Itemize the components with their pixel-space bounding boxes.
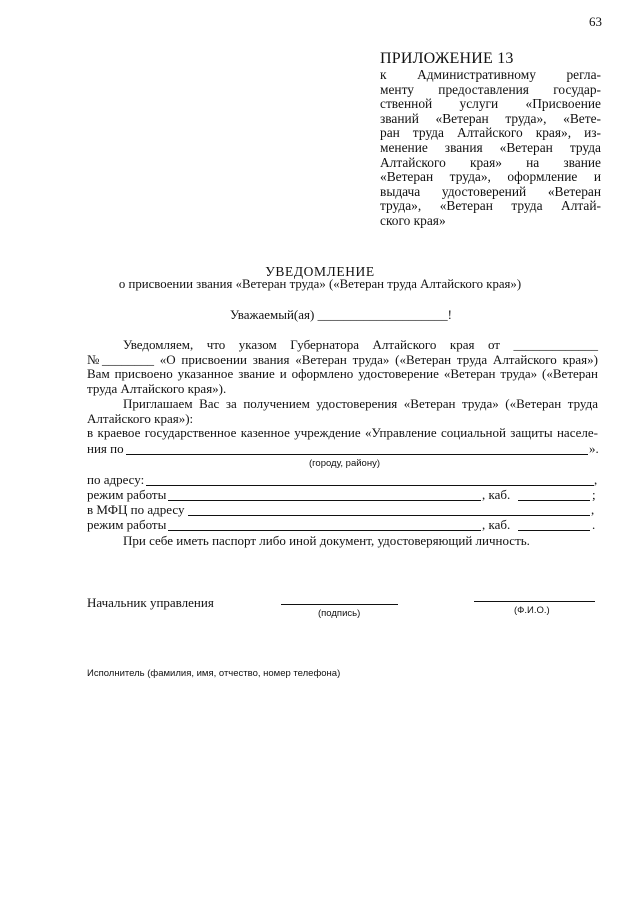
mfc-office-blank[interactable] [518, 530, 590, 531]
paragraph-invitation [87, 397, 598, 441]
paragraph-line: Уведомляем, что указом Губернатора Алтайского края от _____________ [123, 337, 598, 352]
appendix-line: к Административному регла- [380, 67, 601, 82]
paragraph-line: Алтайского края»): [87, 410, 194, 426]
mfc-end: , [591, 502, 595, 517]
notice-title: УВЕДОМЛЕНИЕ [265, 264, 375, 279]
office-label: , каб. [482, 487, 511, 502]
appendix-line: «Ветеран труда», оформление и [380, 169, 601, 185]
mfc-office-label: , каб. [482, 517, 511, 532]
paragraph-line: Вам присвоено указанное звание и оформлено удостоверение «Ветеран труда» («Ветеран [87, 366, 598, 382]
paragraph-line: Приглашаем Вас за получением удостоверения «Ветеран труда» («Ветеран труда [123, 396, 598, 411]
paragraph-notice [87, 338, 598, 396]
appendix-body [380, 68, 601, 229]
appendix-line: менение звания «Ветеран труда [380, 139, 601, 155]
appendix-line: ственной услуги «Присвоение [380, 96, 601, 112]
appendix-line: ран труда Алтайского края», из- [380, 125, 601, 141]
executor-caption: Исполнитель (фамилия, имя, отчество, номер телефона) [87, 668, 341, 679]
signature-line[interactable] [281, 604, 398, 605]
paragraph-line: в краевое государственное казенное учреждение «Управление социальной защиты населе- [87, 425, 598, 441]
hours-blank[interactable] [168, 500, 481, 501]
region-prefix: ния по [87, 441, 124, 456]
appendix-line: труда», «Ветеран труда Алтай- [380, 198, 601, 214]
mfc-hours-blank[interactable] [168, 530, 481, 531]
mfc-address-blank[interactable] [188, 515, 590, 516]
hours-end: ; [592, 487, 596, 502]
position-title: Начальник управления [87, 595, 214, 610]
mfc-hours-end: . [592, 517, 596, 532]
passport-note: При себе иметь паспорт либо иной документ, удостоверяющий личность. [123, 533, 530, 548]
appendix-title: ПРИЛОЖЕНИЕ 13 [380, 50, 514, 67]
page-number: 63 [589, 14, 602, 29]
name-caption: (Ф.И.О.) [514, 605, 550, 616]
appendix-line: ского края» [380, 212, 446, 228]
signature-caption: (подпись) [318, 608, 361, 619]
office-blank[interactable] [518, 500, 590, 501]
greeting: Уважаемый(ая) ____________________! [230, 307, 452, 322]
address-blank[interactable] [146, 485, 594, 486]
hours-label: режим работы [87, 487, 167, 502]
appendix-line: званий «Ветеран труда», «Вете- [380, 110, 601, 126]
region-blank[interactable] [126, 454, 588, 455]
mfc-label: в МФЦ по адресу [87, 502, 185, 517]
region-caption: (городу, району) [309, 458, 380, 469]
appendix-line: Алтайского края» на звание [380, 154, 601, 170]
region-suffix: ». [589, 441, 599, 456]
paragraph-line: №________ «О присвоении звания «Ветеран труда» («Ветеран труда Алтайского края») [87, 351, 598, 367]
mfc-hours-label: режим работы [87, 517, 167, 532]
name-line[interactable] [474, 601, 595, 602]
address-end: , [594, 472, 598, 487]
appendix-line: выдача удостоверений «Ветеран [380, 183, 601, 199]
address-label: по адресу: [87, 472, 145, 487]
notice-subtitle: о присвоении звания «Ветеран труда» («Ветеран труда Алтайского края») [118, 277, 522, 291]
appendix-line: менту предоставления государ- [380, 81, 601, 97]
paragraph-line: труда Алтайского края»). [87, 380, 227, 396]
